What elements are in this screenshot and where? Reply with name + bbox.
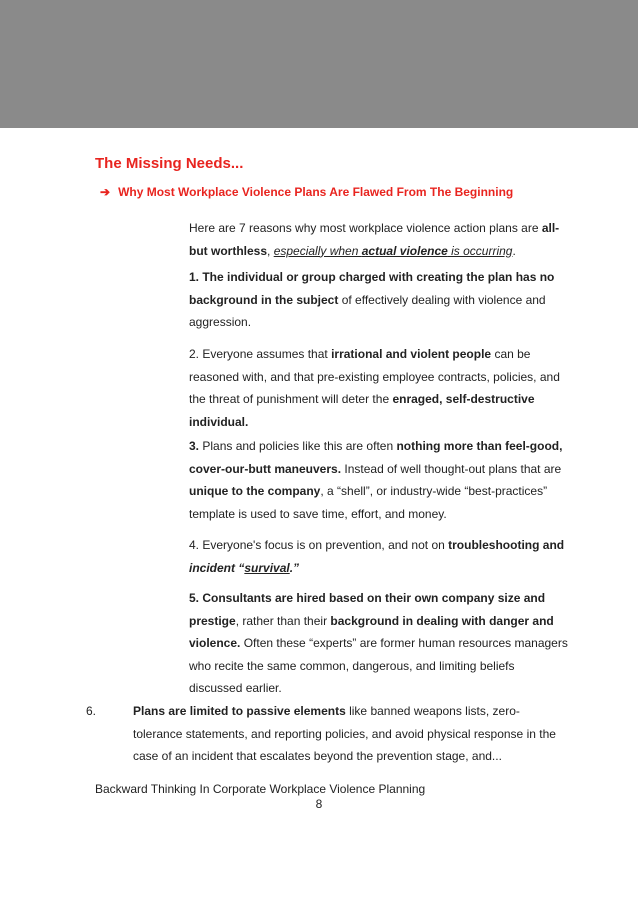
reason-6-number: 6. [86, 704, 97, 718]
page-title: The Missing Needs... [95, 155, 244, 172]
intro-paragraph: Here are 7 reasons why most workplace violence action plans are all-but worthless, especially when actual violence is occurring. [189, 221, 560, 258]
reason-3: 3. Plans and policies like this are often nothing more than feel-good, cover-our-butt maneuvers. Instead of well thought-out plans that are unique to the company, a “shell”, or industry-wide “best-practices” template is used to save time, effort, and money. [189, 439, 563, 521]
reason-5: 5. Consultants are hired based on their own company size and prestige, rather than their background in dealing with danger and violence. Often these “experts” are former human resources managers who recite the same common, dangerous, and limiting beliefs discussed earlier. [189, 591, 568, 695]
reason-4: 4. Everyone's focus is on prevention, and not on troubleshooting and incident “survival.” [189, 538, 565, 575]
reason-6 [86, 700, 556, 768]
section-subheading [100, 185, 513, 199]
reason-6-text: Plans are limited to passive elements like banned weapons lists, zero-tolerance statements, and reporting policies, and avoid physical response in the case of an incident that escalates beyond the prevention stage, and... [133, 704, 556, 763]
subheading-text: Why Most Workplace Violence Plans Are Flawed From The Beginning [118, 185, 514, 199]
arrow-right-icon: ➔ [100, 185, 111, 199]
header-band [0, 0, 638, 128]
reason-2: 2. Everyone assumes that irrational and violent people can be reasoned with, and that pre-existing employee contracts, policies, and the threat of punishment will deter the enraged, self-destructive individual. [189, 347, 560, 429]
page-number: 8 [315, 797, 323, 811]
reason-1: 1. The individual or group charged with creating the plan has no background in the subject of effectively dealing with violence and aggression. [189, 270, 555, 329]
footer-title: Backward Thinking In Corporate Workplace Violence Planning [95, 782, 426, 796]
